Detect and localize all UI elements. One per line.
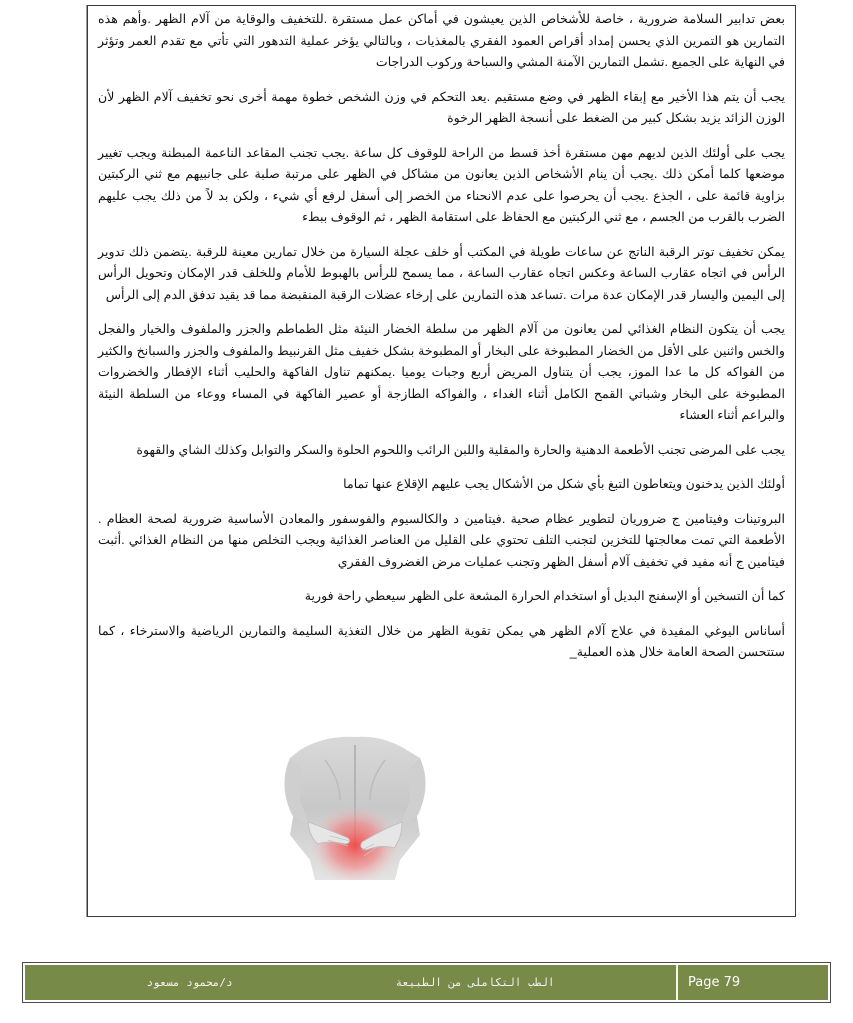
paragraph-posture-sleep: يجب على أولئك الذين لديهم مهن مستقرة أخذ قسط من الراحة للوقوف كل ساعة .يجب تجنب المقاعد الناعمة المبطنة ويجب تغيير موضعها كلما أمكن ذلك .يجب أن ينام الأشخاص الذين يعانون من مشاكل في الظهر على مرتبة صلبة على جانبيهم مع ثني الركبتين بزاوية قائمة على ، الجذع .يجب أن يحرصوا على عدم الانحناء من الخصر إلى أسفل لرفع أي شيء ، ولكن بد لاً من ذلك يجب عليهم الضرب بالقرب من الجسم ، مع ثني الركبتين مع الحفاظ على استقامة الظهر ، ثم الوقوف ببطء [98,145,785,224]
back-pain-illustration [270,710,440,880]
paragraph-yoga-asanas: أساناس اليوغي المفيدة في علاج آلام الظهر هي يمكن تقوية الظهر من خلال التغذية السليمة والتمارين الرياضية والاسترخاء ، كما ستتحسن الصحة العامة خلال هذه العملية_ [98,623,785,659]
paragraph-smoking: أولئك الذين يدخنون ويتعاطون التبغ بأي شكل من الأشكال يجب عليهم الإقلاع عنها تماما [343,477,785,491]
paragraph-heat-therapy: كما أن التسخين أو الإسفنج البديل أو استخدام الحرارة المشعة على الظهر سيعطي راحة فورية [304,589,785,603]
document-content-box [87,5,796,917]
page-footer [22,962,831,1003]
footer-title-cell [25,965,676,1000]
paragraph-diet: يجب أن يتكون النظام الغذائي لمن يعانون من آلام الظهر من سلطة الخضار النيئة مثل الطماطم والجزر والملفوف والخيار والفجل والخس واثنين على الأقل من الخضار المطبوخة على البخار أو المطبوخة بشكل خفيف مثل القرنبيط والملفوف والجزر والسبانخ والكثير من الفواكه كل ما عدا الموز، يجب أن يتناول المريض أربع وجبات يوميا .يمكنهم تناول الفاكهة والحليب أثناء الإفطار والخضروات المطبوخة على البخار وشباتي القمح الكامل أثناء الغداء ، والفواكه الطازجة أو عصير الفاكهة في المساء ووعاء من السلطة النيئة والبراعم أثناء العشاء [98,322,785,422]
paragraph-neck-exercises: يمكن تخفيف توتر الرقبة الناتج عن ساعات طويلة في المكتب أو خلف عجلة السيارة من خلال تمارين معينة للرقبة .يتضمن ذلك تدوير الرأس في اتجاه عقارب الساعة وعكس اتجاه عقارب الساعة ، مما يسمح للرأس بالهبوط للأمام وللخلف قدر الإمكان وتحويل الرأس إلى اليمين واليسار قدر الإمكان عدة مرات .تساعد هذه التمارين على إرخاء عضلات الرقبة المنقبضة مما قد يقيد تدفق الدم إلى الرأس [98,244,785,302]
back-pain-image [270,710,440,880]
paragraph-weight-control: يجب أن يتم هذا الأخير مع إبقاء الظهر في وضع مستقيم .يعد التحكم في وزن الشخص خطوة مهمة أخرى نحو تخفيف آلام الظهر لأن الوزن الزائد يزيد بشكل كبير من الضغط على أنسجة الظهر الرخوة [98,89,785,125]
footer-book-title: الطب التكاملى من الطبيعة [395,976,555,989]
paragraph-vitamins: البروتينات وفيتامين ج ضروريان لتطوير عظام صحية .فيتامين د والكالسيوم والفوسفور والمعادن الأساسية ضرورية لصحة العظام . الأطعمة التي تمت معالجتها للتخزين لتجنب التلف تحتوي على القليل من العناصر الغذائية ويجب التخلص منها من النظام الغذائي .أثبت فيتامين ج أنه مفيد في تخفيف آلام أسفل الظهر وتجنب عمليات مرض الغضروف الفقري [98,511,785,569]
page-number: Page 79 [688,975,741,990]
footer-author: د/محمود مسعود [146,976,233,989]
paragraph-foods-to-avoid: يجب على المرضى تجنب الأطعمة الدهنية والحارة والمقلية واللبن الرائب واللحوم الحلوة والسكر والتوابل وكذلك الشاي والقهوة [136,442,785,457]
footer-page-cell [678,965,828,1000]
footer-inner [25,965,828,1000]
paragraph-safety-exercises: بعض تدابير السلامة ضرورية ، خاصة للأشخاص الذين يعيشون في أماكن عمل مستقرة .للتخفيف والوقاية من آلام الظهر .وأهم هذه التمارين هو التمرين الذي يحسن إمداد أقراص العمود الفقري بالمغذيات ، وبالتالي يؤخر عملية التدهور التي تأتي مع تقدم العمر وتؤثر في النهاية على الجميع .تشمل التمارين الآمنة المشي والسباحة وركوب الدراجات [98,12,785,69]
